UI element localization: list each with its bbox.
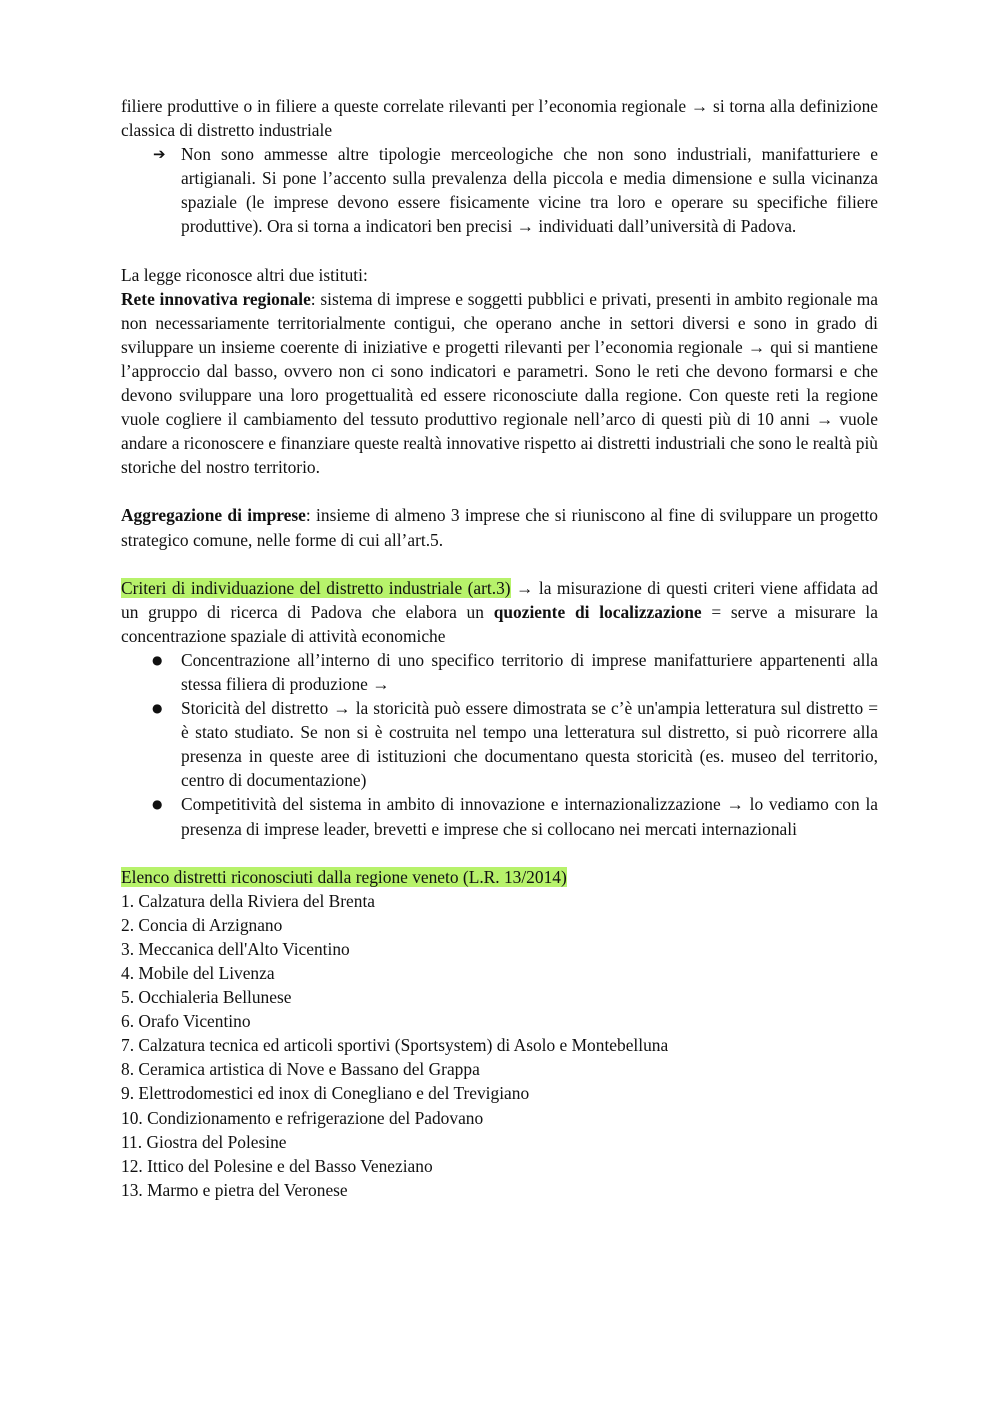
criteri-list — [121, 648, 878, 841]
aggregazione-text: : insieme di almeno 3 imprese che si riuniscono al fine di sviluppare un progetto strategico comune, nelle forme di cui all’art.5. — [121, 505, 878, 550]
aggregazione-term: Aggregazione di imprese — [121, 505, 306, 526]
aggregazione-paragraph — [121, 503, 878, 551]
elenco-heading: Elenco distretti riconosciuti dalla regione veneto (L.R. 13/2014) — [121, 866, 567, 887]
district-item: 5. Occhialeria Bellunese — [121, 987, 292, 1008]
district-item: 13. Marmo e pietra del Veronese — [121, 1179, 348, 1200]
list-item-text: Storicità del distretto → la storicità può essere dimostrata se c’è un'ampia letteratura sul distretto = è stato studiato. Se non si è costruita nel tempo una letteratura sul distretto, si può ricorrere alla presenza in queste aree di istituzioni che documentano questa storicità (es. museo del territorio, centro di documentazione) — [181, 698, 878, 791]
criteri-term: quoziente di localizzazione — [493, 601, 702, 622]
rete-text: : sistema di imprese e soggetti pubblici e privati, presenti in ambito regionale ma non necessariamente territorialmente contigui, che operano anche in settori diversi e sono in grado di sviluppare un insieme coerente di iniziative e progetti rilevanti per l’economia regionale → qui si mantiene l’approccio dal basso, ovvero non ci sono indicatori e parametri. Sono le reti che devono formarsi e che devono sviluppare una loro progettualità ed essere riconosciute dalla regione. Con queste reti la regione vuole cogliere il cambiamento del tessuto produttivo regionale nell’arco di questi più di 10 anni → vuole andare a riconoscere e finanziare queste realtà innovative rispetto ai distretti industriali che sono le realtà più storiche del nostro territorio. — [121, 288, 878, 478]
criteri-text-after: = serve a misurare la concentrazione spaziale di attività economiche — [121, 601, 878, 646]
list-item-text: Concentrazione all’interno di uno specifico territorio di imprese manifatturiere appartenenti alla stessa filiera di produzione → — [181, 649, 878, 694]
rete-paragraph — [121, 287, 878, 480]
district-item: 12. Ittico del Polesine e del Basso Veneziano — [121, 1155, 433, 1176]
district-item: 6. Orafo Vicentino — [121, 1011, 251, 1032]
spacer — [121, 479, 878, 503]
dot-bullet-icon: ● — [152, 652, 163, 667]
district-item: 7. Calzatura tecnica ed articoli sportivi (Sportsystem) di Asolo e Montebelluna — [121, 1035, 669, 1056]
district-item: 2. Concia di Arzignano — [121, 914, 283, 935]
district-item: 8. Ceramica artistica di Nove e Bassano del Grappa — [121, 1059, 480, 1080]
list-item — [153, 142, 878, 238]
spacer — [121, 552, 878, 576]
criteri-paragraph — [121, 576, 878, 648]
intro-paragraph: filiere produttive o in filiere a queste correlate rilevanti per l’economia regionale → si torna alla definizione classica di distretto industriale — [121, 96, 878, 141]
criteri-text-before: → la misurazione di questi criteri viene affidata ad un gruppo di ricerca di Padova che elabora un — [121, 577, 878, 622]
elenco-heading-line — [121, 865, 878, 889]
district-item: 3. Meccanica dell'Alto Vicentino — [121, 938, 350, 959]
list-item-text: Competitività del sistema in ambito di innovazione e internazionalizzazione → lo vediamo con la presenza di imprese leader, brevetti e imprese che si collocano nei mercati internazionali — [181, 794, 878, 839]
list-item-text: Non sono ammesse altre tipologie merceologiche che non sono industriali, manifatturiere e artigianali. Si pone l’accento sulla prevalenza della piccola e media dimensione e sulla vicinanza spaziale (le imprese devono essere fisicamente vicine tra loro e operare su specifiche filiere produttive). Ora si torna a indicatori ben precisi → individuati dall’università di Padova. — [181, 144, 878, 237]
arrow-bullet-icon: ➔ — [153, 145, 166, 164]
spacer — [121, 841, 878, 865]
intro-sub-list — [121, 142, 878, 238]
list-item — [152, 648, 878, 696]
document-page — [121, 94, 878, 1202]
spacer — [121, 239, 878, 263]
dot-bullet-icon: ● — [152, 701, 163, 716]
istituti-lead: La legge riconosce altri due istituti: — [121, 264, 368, 285]
list-item — [152, 792, 878, 840]
list-item — [152, 696, 878, 792]
district-item: 11. Giostra del Polesine — [121, 1131, 287, 1152]
rete-term: Rete innovativa regionale — [121, 288, 311, 309]
district-item: 10. Condizionamento e refrigerazione del Padovano — [121, 1107, 484, 1128]
district-item: 4. Mobile del Livenza — [121, 963, 275, 983]
district-item: 1. Calzatura della Riviera del Brenta — [121, 890, 375, 911]
dot-bullet-icon: ● — [152, 797, 163, 812]
district-item: 9. Elettrodomestici ed inox di Conegliano e del Trevigiano — [121, 1083, 530, 1104]
district-list — [121, 889, 878, 1202]
criteri-heading: Criteri di individuazione del distretto industriale (art.3) — [121, 577, 511, 598]
